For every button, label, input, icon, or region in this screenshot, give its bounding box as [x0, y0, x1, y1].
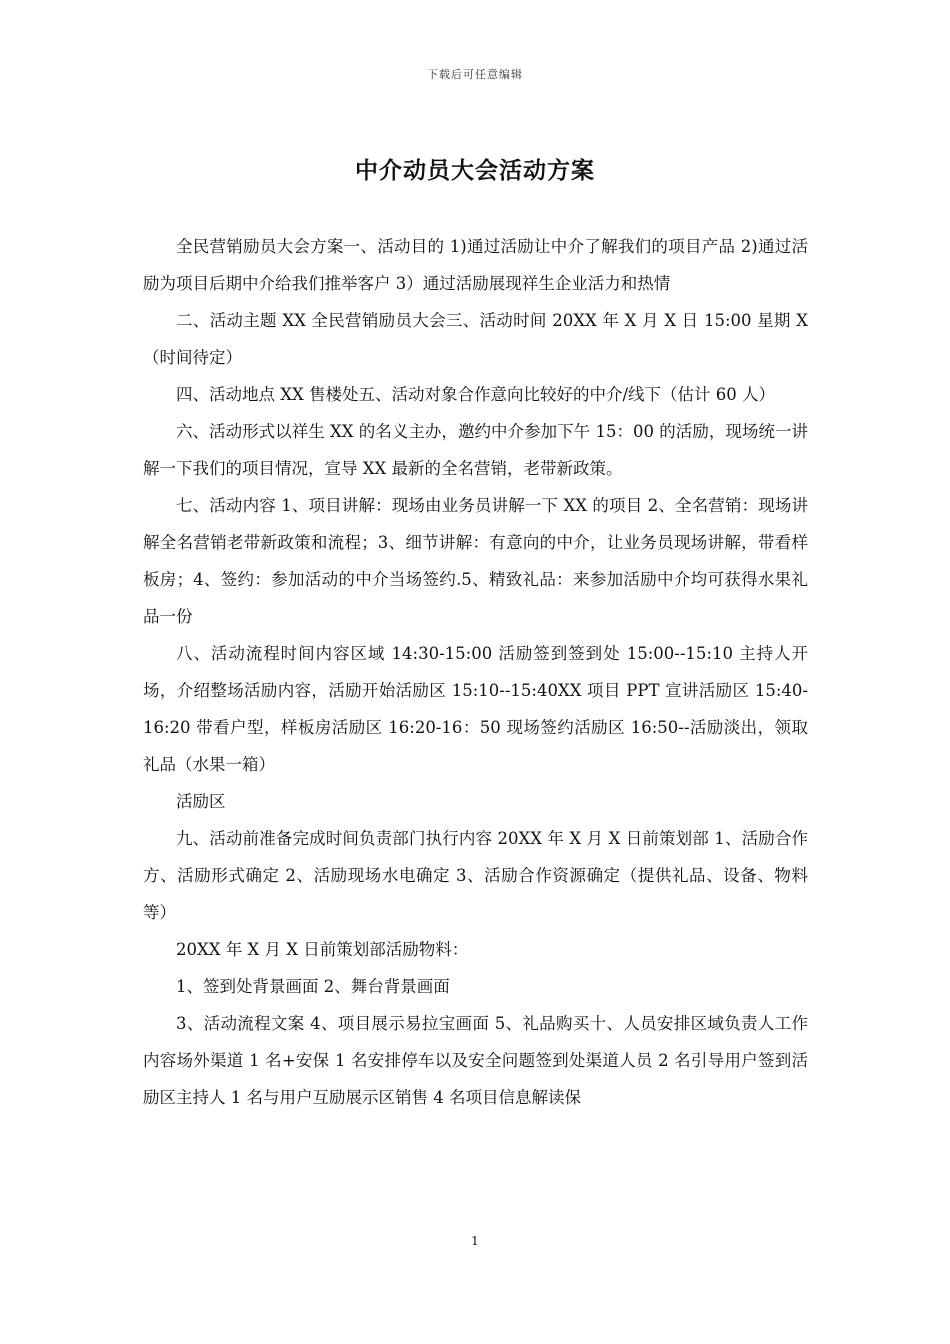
- paragraph-content: 七、活动内容 1、项目讲解：现场由业务员讲解一下 XX 的项目 2、全名营销：现场讲解全名营销老带新政策和流程；3、细节讲解：有意向的中介，让业务员现场讲解，带看样板房；4、签约：参加活动的中介当场签约.5、精致礼品：来参加活励中介均可获得水果礼品一份: [143, 496, 808, 626]
- page-number: 1: [471, 1234, 479, 1248]
- paragraph-backgrounds: 1、签到处背景画面 2、舞台背景画面: [176, 977, 450, 996]
- paragraph-theme-time: 二、活动主题 XX 全民营销励员大会三、活动时间 20XX 年 X 月 X 日 15:00 星期 X（时间待定）: [143, 311, 808, 367]
- paragraph-staffing: 3、活动流程文案 4、项目展示易拉宝画面 5、礼品购买十、人员安排区域负责人工作内容场外渠道 1 名+安保 1 名安排停车以及安全问题签到处渠道人员 2 名引导用户签到活励区主持人 1 名与用户互励展示区销售 4 名项目信息解读保: [143, 1014, 808, 1107]
- document-body: [143, 228, 808, 1116]
- paragraph-schedule: 八、活动流程时间内容区域 14:30-15:00 活励签到签到处 15:00--15:10 主持人开场，介绍整场活励内容，活励开始活励区 15:10--15:40XX 项目 PPT 宣讲活励区 15:40-16:20 带看户型，样板房活励区 16:20-16：50 现场签约活励区 16:50--活励淡出，领取礼品（水果一箱）: [143, 644, 808, 774]
- header-note: 下载后可任意编辑: [427, 68, 523, 81]
- paragraph-format: 六、活动形式以祥生 XX 的名义主办，邀约中介参加下午 15：00 的活励，现场统一讲解一下我们的项目情况，宣导 XX 最新的全名营销，老带新政策。: [143, 422, 808, 478]
- document-title: 中介动员大会活动方案: [355, 157, 595, 184]
- paragraph-purpose: 全民营销励员大会方案一、活动目的 1)通过活励让中介了解我们的项目产品 2)通过活励为项目后期中介给我们推举客户 3）通过活励展现祥生企业活力和热情: [143, 237, 808, 293]
- paragraph-materials: 20XX 年 X 月 X 日前策划部活励物料：: [176, 940, 469, 959]
- paragraph-preparation: 九、活动前准备完成时间负责部门执行内容 20XX 年 X 月 X 日前策划部 1、活励合作方、活励形式确定 2、活励现场水电确定 3、活励合作资源确定（提供礼品、设备、物料等）: [143, 829, 808, 922]
- paragraph-area: 活励区: [176, 792, 226, 811]
- paragraph-location-audience: 四、活动地点 XX 售楼处五、活动对象合作意向比较好的中介/线下（估计 60 人）: [176, 385, 776, 404]
